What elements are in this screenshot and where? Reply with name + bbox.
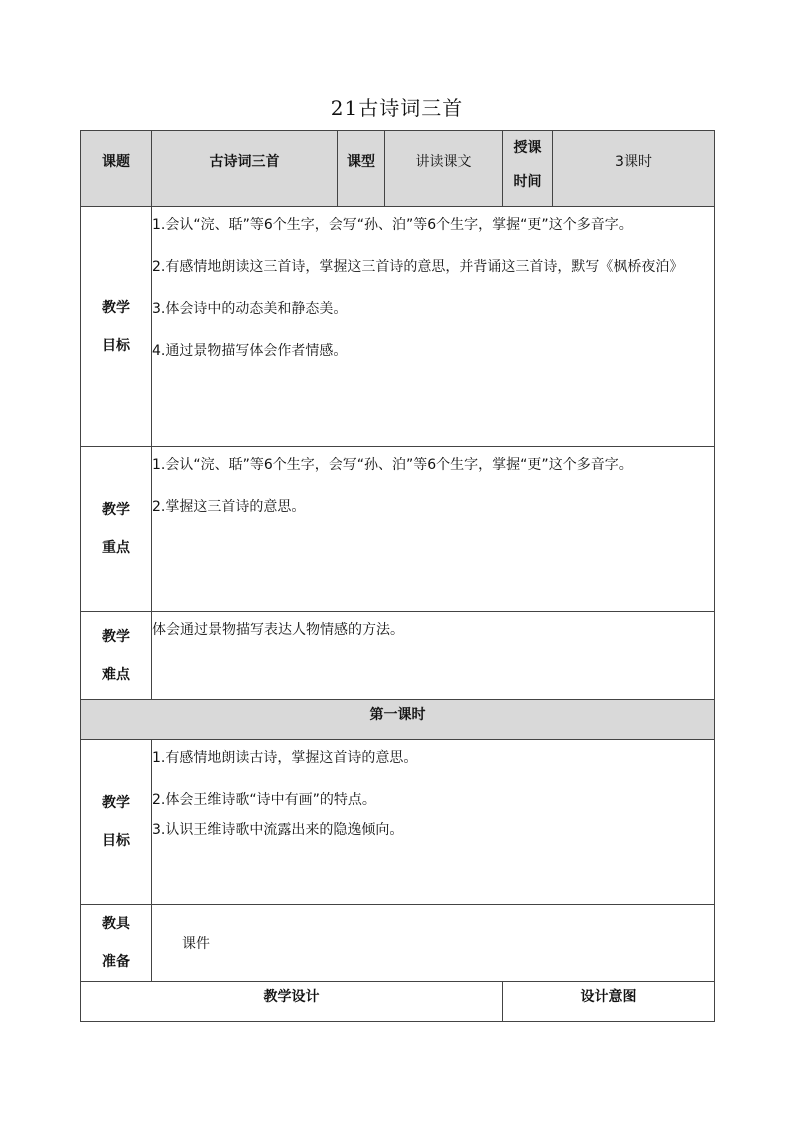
goal-item: 3.体会诗中的动态美和静态美。 xyxy=(152,301,348,317)
lesson-plan-table xyxy=(80,130,715,1022)
intent-header: 设计意图 xyxy=(503,982,715,1022)
lesson1-goals-row xyxy=(81,740,715,905)
tools-value: 课件 xyxy=(152,905,715,982)
footer-row xyxy=(81,982,715,1022)
keypoints-label xyxy=(81,447,152,612)
lesson1-heading-row xyxy=(81,700,715,740)
course-label: 课题 xyxy=(81,131,152,207)
time-label-line1: 授课 xyxy=(513,140,542,156)
lesson1-goals-label-line1: 教学 xyxy=(102,795,130,811)
lesson1-goal-item: 2.体会王维诗歌“诗中有画”的特点。 xyxy=(152,792,376,808)
header-row xyxy=(81,131,715,207)
lesson1-goals-content xyxy=(152,740,715,905)
keypoints-row xyxy=(81,447,715,612)
difficulties-content xyxy=(152,612,715,700)
tools-label xyxy=(81,905,152,982)
keypoint-item: 2.掌握这三首诗的意思。 xyxy=(152,499,306,515)
lesson1-goal-item: 1.有感情地朗读古诗，掌握这首诗的意思。 xyxy=(152,750,418,766)
difficulties-label xyxy=(81,612,152,700)
keypoint-item: 1.会认“浣、聒”等6个生字，会写“孙、泊”等6个生字，掌握“更”这个多音字。 xyxy=(152,457,633,473)
tools-row xyxy=(81,905,715,982)
keypoints-label-line2: 重点 xyxy=(102,540,130,556)
tools-label-line1: 教具 xyxy=(102,916,130,932)
tools-label-line2: 准备 xyxy=(102,954,130,970)
keypoints-label-line1: 教学 xyxy=(102,502,130,518)
goals-label-line1: 教学 xyxy=(102,299,130,316)
lesson1-goals-label xyxy=(81,740,152,905)
type-value: 讲读课文 xyxy=(385,131,503,207)
course-value: 古诗词三首 xyxy=(152,131,338,207)
lesson1-goals-label-line2: 目标 xyxy=(102,833,130,849)
time-value: 3课时 xyxy=(553,131,715,207)
goals-row xyxy=(81,207,715,447)
page-title: 21古诗词三首 xyxy=(330,96,464,120)
keypoints-content xyxy=(152,447,715,612)
goal-item: 4.通过景物描写体会作者情感。 xyxy=(152,343,348,359)
difficulties-label-line1: 教学 xyxy=(102,628,130,645)
goal-item: 1.会认“浣、聒”等6个生字，会写“孙、泊”等6个生字，掌握“更”这个多音字。 xyxy=(152,217,633,233)
type-label: 课型 xyxy=(338,131,385,207)
lesson1-heading: 第一课时 xyxy=(81,700,715,740)
goals-content xyxy=(152,207,715,447)
lesson1-goal-item: 3.认识王维诗歌中流露出来的隐逸倾向。 xyxy=(152,822,404,838)
goals-label xyxy=(81,207,152,447)
time-label xyxy=(503,131,553,207)
design-header: 教学设计 xyxy=(81,982,503,1022)
goal-item: 2.有感情地朗读这三首诗，掌握这三首诗的意思，并背诵这三首诗，默写《枫桥夜泊》 xyxy=(152,259,684,275)
difficulty-text: 体会通过景物描写表达人物情感的方法。 xyxy=(152,622,404,638)
goals-label-line2: 目标 xyxy=(102,337,130,354)
difficulties-label-line2: 难点 xyxy=(102,666,130,683)
difficulties-row xyxy=(81,612,715,700)
time-label-line2: 时间 xyxy=(513,174,542,190)
